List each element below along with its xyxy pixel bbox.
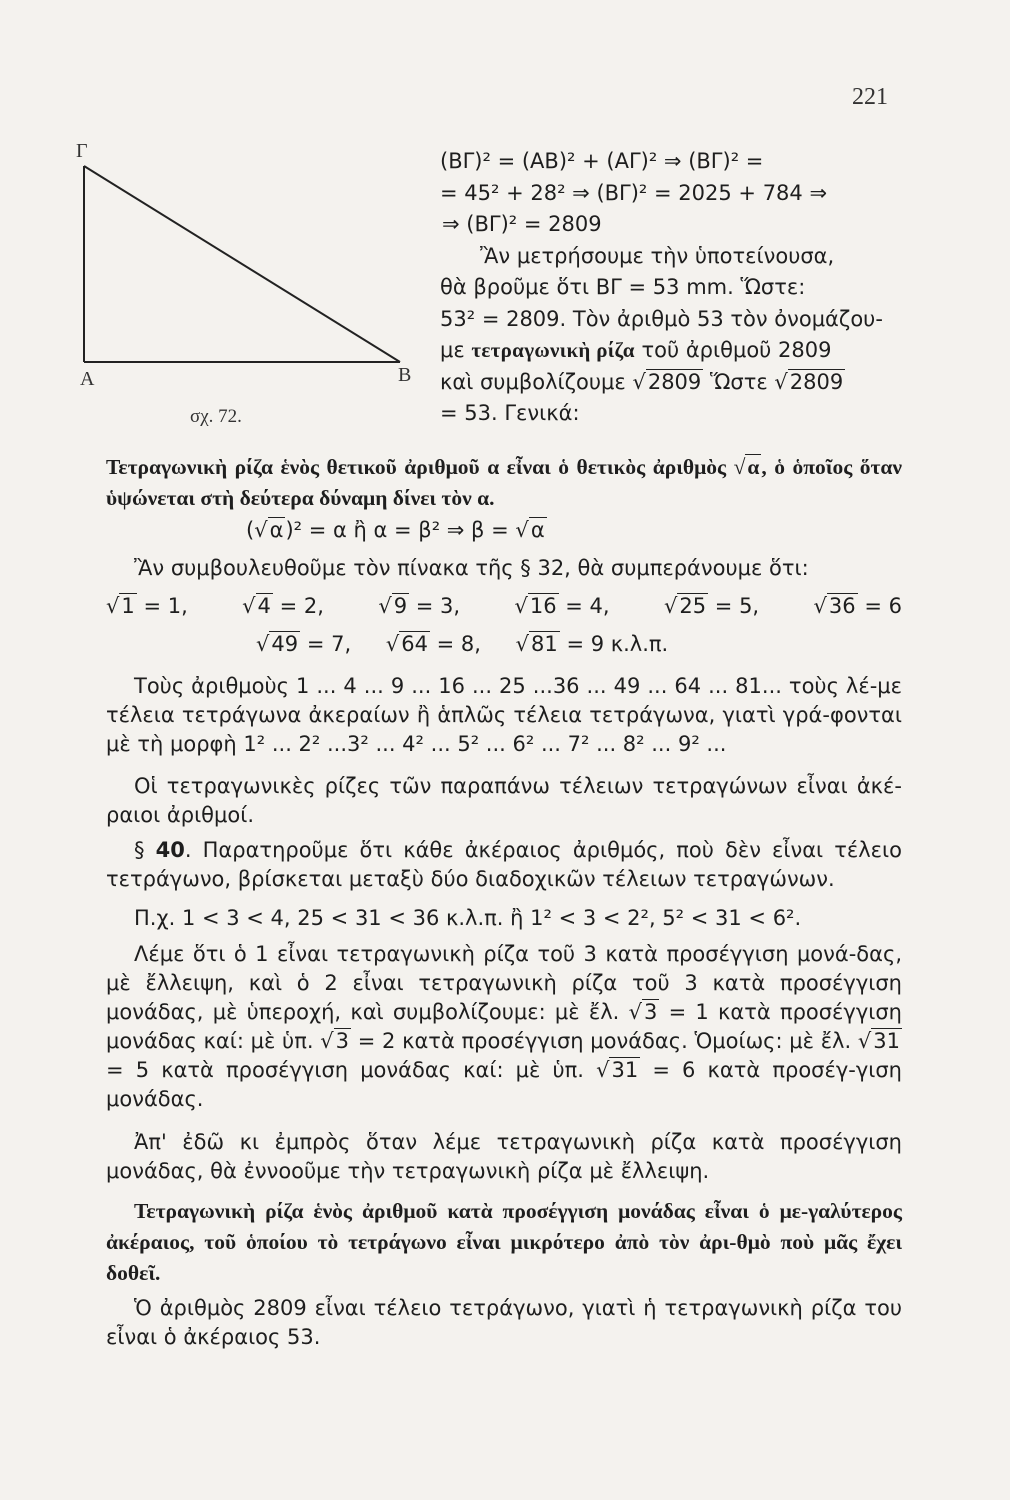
root-item xyxy=(386,632,481,656)
radicand: 3 xyxy=(643,1000,658,1024)
radicand: 16 xyxy=(529,594,557,618)
radical-sign xyxy=(664,594,677,618)
section-symbol: § xyxy=(134,838,145,862)
definition-square-root xyxy=(106,452,902,514)
approximation-paragraph xyxy=(106,940,902,1114)
section-text: . Παρατηροῦμε ὅτι κάθε ἀκέραιος ἀριθμός, ποὺ δὲν εἶναι τέλειο τετράγωνο, βρίσκεται μεταξὺ δύο διαδοχικῶν τέλειων τετραγώνων. xyxy=(106,838,902,891)
root-value: = 9 κ.λ.π. xyxy=(566,632,669,656)
radicand: 31 xyxy=(611,1058,639,1082)
radical-sign xyxy=(632,370,645,394)
section-number: 40 xyxy=(155,838,185,862)
radicand: 4 xyxy=(257,594,271,618)
roots-row-2 xyxy=(106,630,902,659)
formula-row xyxy=(106,516,1010,545)
radicand: 1 xyxy=(121,594,135,618)
page-number: 221 xyxy=(852,84,888,110)
radicand: α xyxy=(530,518,545,542)
convention-paragraph: Ἀπ' ἐδῶ κι ἐμπρὸς ὅταν λέμε τετραγωνικὴ ρίζα κατὰ προσέγγιση μονάδας, θὰ ἐννοοῦμε τὴν τετραγωνικὴ ρίζα μὲ ἔλλειψη. xyxy=(106,1130,902,1183)
radical-sign xyxy=(254,518,267,542)
result-line: θὰ βροῦμε ὅτι ΒΓ = 53 mm. Ὥστε: xyxy=(440,275,806,299)
text-fragment: = 6 κατὰ προσέγ-γιση μονάδας. xyxy=(106,1058,902,1111)
radicand: 49 xyxy=(271,632,299,656)
radical-sign xyxy=(106,594,119,618)
radicand: 25 xyxy=(679,594,707,618)
table-reference: Ἂν συμβουλευθοῦμε τὸν πίνακα τῆς § 32, θὰ συμπεράνουμε ὅτι: xyxy=(134,556,809,580)
text-fragment: τοῦ ἀριθμοῦ 2809 xyxy=(641,338,832,362)
equation-line-2: = 45² + 28² ⇒ (ΒΓ)² = 2025 + 784 ⇒ xyxy=(440,180,828,205)
right-triangle-diagram xyxy=(70,140,430,440)
root-value: = 6 xyxy=(864,594,902,618)
vertex-alpha-label: Α xyxy=(80,368,95,390)
radicand: 3 xyxy=(335,1029,349,1053)
text-fragment: Λέμε ὅτι ὁ 1 εἶναι τετραγωνικὴ ρίζα τοῦ 3 κατὰ προσέγγιση μονά-δας, μὲ ἔλλειψη, καὶ ὁ 2 εἶναι τετραγωνικὴ ρίζα τοῦ 3 κατὰ προσέγγιση μονάδας, μὲ ὑπεροχή, καὶ συμβολίζουμε: μὲ ἔλ. xyxy=(106,942,902,1024)
radicand: 9 xyxy=(393,594,408,618)
root-item xyxy=(664,592,759,621)
text-fragment: = 5 κατὰ προσέγγιση μονάδας καί: μὲ ὑπ. xyxy=(106,1058,584,1082)
figure-caption: σχ. 72. xyxy=(190,406,242,427)
radicand: α xyxy=(747,455,760,479)
text-fragment: = 1 κατὰ προσέγγιση μονάδας καί: μὲ ὑπ. xyxy=(106,1000,902,1053)
radicand: 64 xyxy=(401,632,428,656)
example-line: Π.χ. 1 < 3 < 4, 25 < 31 < 36 κ.λ.π. ἢ 1² < 3 < 2², 5² < 31 < 6². xyxy=(134,906,802,930)
radical-sign xyxy=(515,518,528,542)
text-fragment: καὶ συμβολίζουμε xyxy=(440,369,626,394)
formula-middle: )² = α ἢ α = β² ⇒ β = xyxy=(285,518,509,542)
root-item xyxy=(516,631,669,656)
root-value: = 2, xyxy=(279,594,324,618)
vertex-beta-label: Β xyxy=(398,364,412,386)
root-value: = 7, xyxy=(306,632,352,656)
integer-roots-paragraph: Οἱ τετραγωνικὲς ρίζες τῶν παραπάνω τέλειων τετραγώνων εἶναι ἀκέ-ραιοι ἀριθμοί. xyxy=(106,774,902,827)
text-fragment: Ὥστε xyxy=(709,369,768,394)
radical-sign xyxy=(734,455,746,479)
formula-open: ( xyxy=(246,518,255,542)
radical-sign xyxy=(320,1029,333,1053)
definition-line xyxy=(440,335,900,367)
definition-approx-root: Τετραγωνικὴ ρίζα ἑνὸς ἀριθμοῦ κατὰ προσέγγιση μονάδας εἶναι ὁ με-γαλύτερος ἀκέραιος, τοῦ ὁποίου τὸ τετράγωνο εἶναι μικρότερο ἀπὸ τὸν ἀρι-θμὸ ποὺ μᾶς ἔχει δοθεῖ. xyxy=(106,1199,902,1285)
symbol-line xyxy=(440,367,900,399)
radicand: α xyxy=(269,518,284,542)
radicand: 2809 xyxy=(647,369,702,394)
radical-sign xyxy=(516,632,529,656)
root-value: = 4, xyxy=(565,594,610,618)
root-value: = 1, xyxy=(143,594,188,618)
radical-sign xyxy=(386,632,399,656)
text-fragment: = 2 κατὰ προσέγγιση μονάδας. Ὁμοίως: μὲ ἔλ. xyxy=(357,1029,852,1053)
radical-sign xyxy=(378,594,391,618)
term-square-root: τετραγωνικὴ ρίζα xyxy=(471,338,635,362)
perfect-squares-paragraph: Τοὺς ἀριθμοὺς 1 ... 4 ... 9 ... 16 ... 25 ...36 ... 49 ... 64 ... 81... τοὺς λέ-με τέλεια τετράγωνα ἀκεραίων ἢ ἁπλῶς τέλεια τετράγωνα, γιατὶ γρά-φονται μὲ τὴ μορφὴ 1² ... 2² ...3² ... 4² ... 5² ... 6² ... 7² ... 8² ... 9² ... xyxy=(106,674,902,756)
radical-sign xyxy=(256,632,269,656)
radical-sign xyxy=(242,594,255,618)
generalization-line: = 53. Γενικά: xyxy=(440,401,580,425)
radical-sign xyxy=(629,1000,642,1024)
text-fragment: με xyxy=(440,338,465,362)
naming-line: 53² = 2809. Τὸν ἀριθμὸ 53 τὸν ὀνομάζου- xyxy=(440,306,883,331)
root-item xyxy=(256,632,351,656)
pythagoras-computation xyxy=(440,146,900,430)
root-value: = 3, xyxy=(415,594,461,618)
measure-line: Ἂν μετρήσουμε τὴν ὑποτείνουσα, xyxy=(480,243,835,268)
vertex-gamma-label: Γ xyxy=(76,140,88,162)
radical-sign xyxy=(596,1058,609,1082)
radical-sign xyxy=(814,594,827,618)
equation-line-1: (ΒΓ)² = (ΑΒ)² + (ΑΓ)² ⇒ (ΒΓ)² = xyxy=(440,149,764,173)
equation-line-3: ⇒ (ΒΓ)² = 2809 xyxy=(442,212,602,236)
root-value: = 5, xyxy=(714,594,760,618)
figure-72 xyxy=(70,140,430,440)
radical-sign xyxy=(514,594,527,618)
radical-sign xyxy=(774,370,787,394)
roots-row-1 xyxy=(106,592,902,621)
radicand: 36 xyxy=(828,594,856,618)
radicand: 31 xyxy=(873,1029,901,1053)
final-paragraph: Ὁ ἀριθμὸς 2809 εἶναι τέλειο τετράγωνο, γιατὶ ἡ τετραγωνικὴ ρίζα του εἶναι ὁ ἀκέραιος 53. xyxy=(106,1296,902,1349)
definition-text: , ὁ ὁποῖος ὅταν ὑψώνεται στὴ δεύτερα δύναμη δίνει τὸν α. xyxy=(106,455,903,510)
root-item xyxy=(106,592,188,621)
definition-text: Τετραγωνικὴ ρίζα ἑνὸς θετικοῦ ἀριθμοῦ α εἶναι ὁ θετικὸς ἀριθμὸς xyxy=(106,455,727,479)
root-value: = 8, xyxy=(436,632,481,656)
radical-sign xyxy=(858,1029,871,1053)
section-40-paragraph xyxy=(106,836,902,894)
root-item xyxy=(814,592,902,621)
root-item xyxy=(514,592,609,621)
root-item xyxy=(242,592,324,621)
radicand: 2809 xyxy=(789,369,844,394)
radicand: 81 xyxy=(531,632,558,656)
root-item xyxy=(378,592,460,621)
